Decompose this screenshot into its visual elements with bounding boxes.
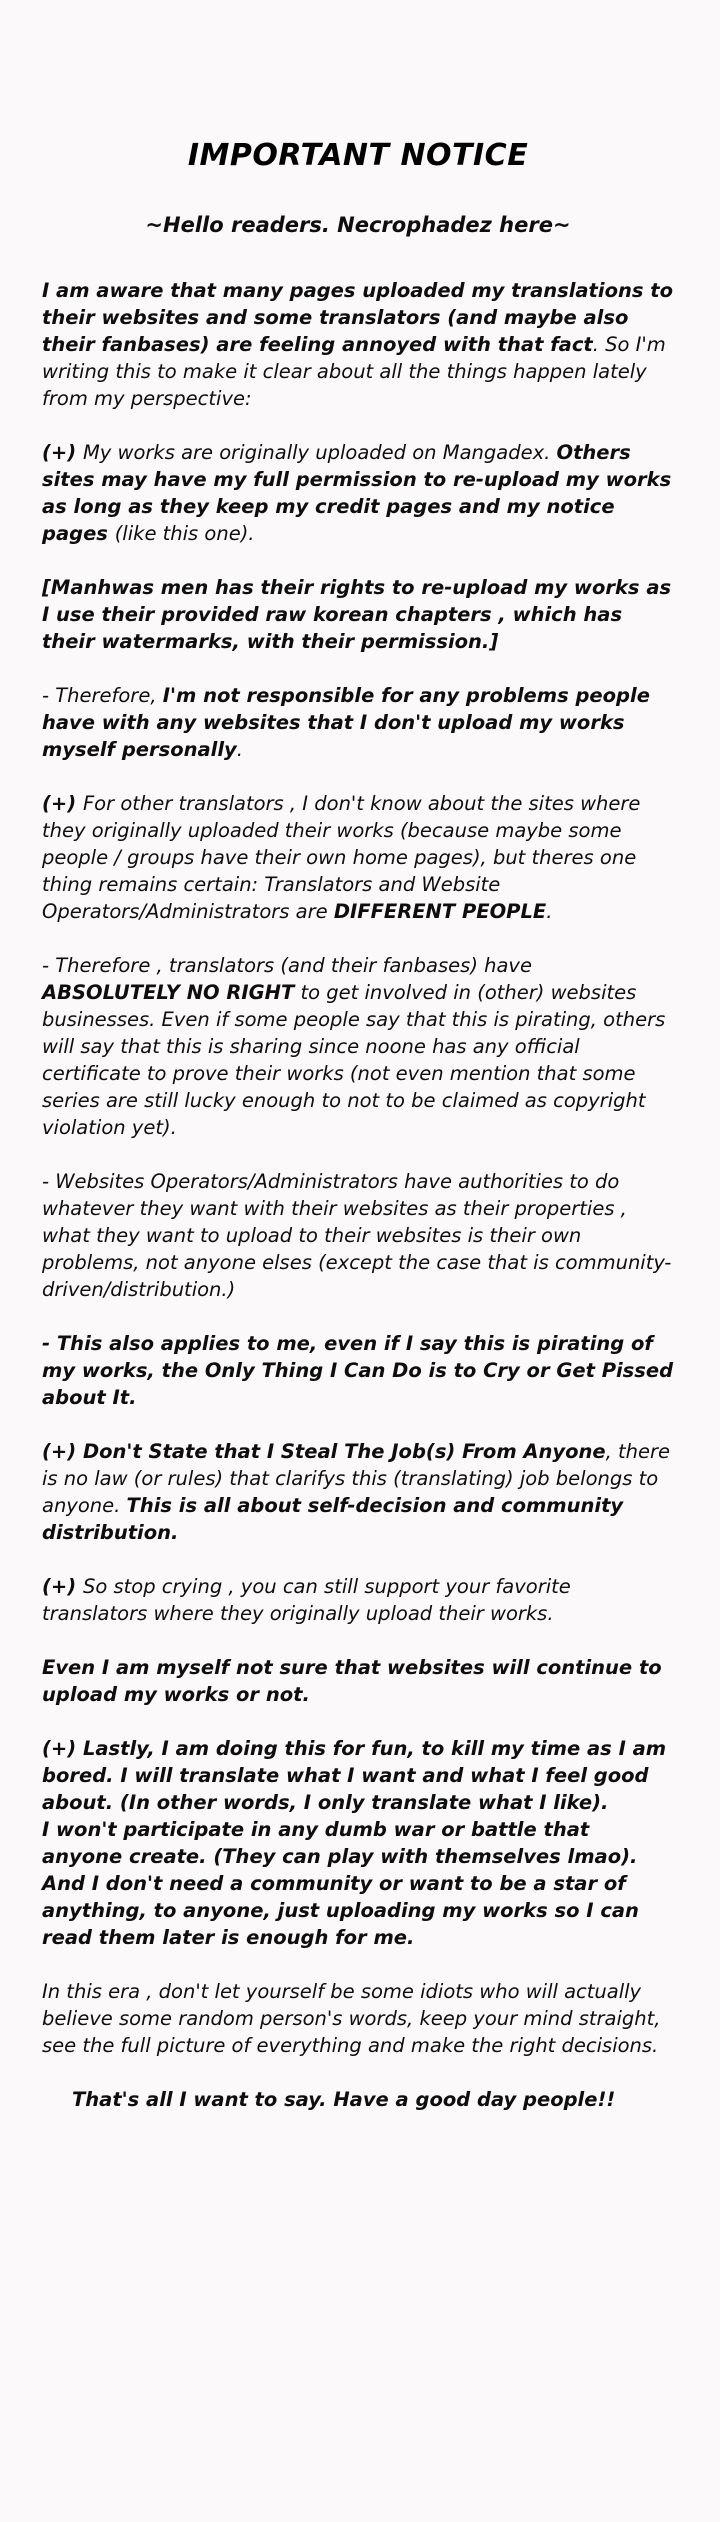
text-segment: My works are originally uploaded on Mangadex.	[82, 441, 557, 464]
bold-text-segment: (+)	[42, 1575, 83, 1598]
text-segment: . So I'm writing this to make it clear about all the things happen lately from my perspective:	[42, 333, 666, 410]
text-segment: .	[236, 738, 243, 761]
notice-body	[42, 277, 674, 2059]
notice-paragraph	[42, 574, 674, 655]
bold-text-segment: I won't participate in any dumb war or battle that anyone create. (They can play with themselves lmao).	[42, 1818, 638, 1868]
bold-text-segment: ABSOLUTELY NO RIGHT	[42, 981, 295, 1004]
bold-text-segment: Even I am myself not sure that websites will continue to upload my works or not.	[42, 1656, 662, 1706]
text-segment: For other translators , I don't know about the sites where they originally uploaded their works (because maybe some people / groups have their own home pages), but theres one thing remains certain: Translators and Website Operators/Administrators are	[42, 792, 641, 923]
bold-text-segment: DIFFERENT PEOPLE	[333, 900, 547, 923]
notice-paragraph	[42, 277, 674, 412]
notice-paragraph	[42, 1654, 674, 1708]
notice-paragraph	[42, 682, 674, 763]
bold-text-segment: This is all about self-decision and community distribution.	[42, 1494, 624, 1544]
bold-text-segment: (+) Lastly, I am doing this for fun, to kill my time as I am bored. I will translate what I want and what I feel good about. (In other words, I only translate what I like).	[42, 1737, 667, 1814]
notice-paragraph	[42, 1573, 674, 1627]
closing-line: That's all I want to say. Have a good day people!!	[72, 2088, 616, 2111]
notice-paragraph	[42, 1978, 674, 2059]
text-segment: , there is no law (or rules) that clarifys this (translating) job belongs to anyone.	[42, 1440, 671, 1517]
bold-text-segment: And I don't need a community or want to be a star of anything, to anyone, just uploading my works so I can read them later is enough for me.	[42, 1872, 639, 1949]
text-segment: - Websites Operators/Administrators have authorities to do whatever they want with their websites as their properties , what they want to upload to their websites is their own problems, not anyone elses (except the case that is community-driven/distribution.)	[42, 1170, 672, 1301]
notice-paragraph	[42, 1168, 674, 1303]
text-segment: In this era , don't let yourself be some idiots who will actually believe some random person's words, keep your mind straight, see the full picture of everything and make the right decisions.	[42, 1980, 661, 2057]
text-segment: - Therefore , translators (and their fanbases) have	[42, 954, 532, 977]
bold-text-segment: (+)	[42, 441, 83, 464]
notice-paragraph	[42, 952, 674, 1141]
greeting-subtitle: ~Hello readers. Necrophadez here~	[145, 213, 571, 237]
bold-text-segment: (+) Don't State that I Steal The Job(s) From Anyone	[42, 1440, 606, 1463]
bold-text-segment: - This also applies to me, even if I say this is pirating of my works, the Only Thing I Can Do is to Cry or Get Pissed about It.	[42, 1332, 674, 1409]
bold-text-segment: (+)	[42, 792, 83, 815]
text-segment: So stop crying , you can still support your favorite translators where they originally upload their works.	[42, 1575, 571, 1625]
text-segment: - Therefore,	[42, 684, 163, 707]
bold-text-segment: [Manhwas men has their rights to re-upload my works as I use their provided raw korean chapters , which has their watermarks, with their permission.]	[42, 576, 672, 653]
notice-paragraph	[42, 790, 674, 925]
notice-paragraph	[42, 1438, 674, 1546]
page-title: IMPORTANT NOTICE	[187, 138, 529, 173]
notice-paragraph	[42, 439, 674, 547]
bold-text-segment: Others sites may have my full permission to re-upload my works as long as they keep my credit pages and my notice pages	[42, 441, 672, 545]
bold-text-segment: I am aware that many pages uploaded my translations to their websites and some translators (and maybe also their fanbases) are feeling annoyed with that fact	[42, 279, 673, 356]
bold-text-segment: I'm not responsible for any problems people have with any websites that I don't upload my works myself personally	[42, 684, 650, 761]
notice-paragraph	[42, 1735, 674, 1951]
text-segment: (like this one).	[114, 522, 255, 545]
text-segment: to get involved in (other) websites businesses. Even if some people say that this is pirating, others will say that this is sharing since noone has any official certificate to prove their works (not even mention that some series are still lucky enough to not to be claimed as copyright violation yet).	[42, 981, 666, 1139]
text-segment: .	[546, 900, 553, 923]
notice-paragraph	[42, 1330, 674, 1411]
